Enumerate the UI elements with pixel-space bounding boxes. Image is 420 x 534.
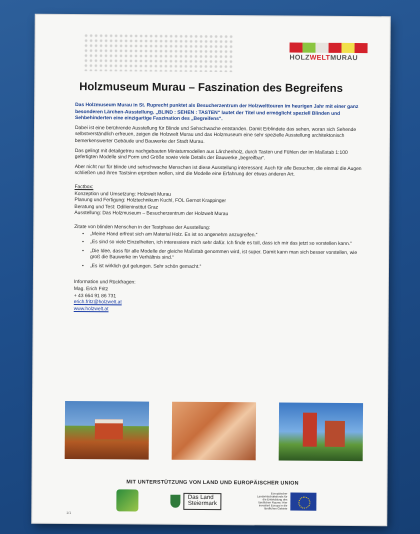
body-paragraph: Aber nicht nur für blinde und sehschwache Menschen ist diese Ausstellung interessant: Auch für alle Besucher, die einmal die Augen schließen und ihren Tastsinn erproben wollen, sind die Modelle eine Erfahrung der etwas anderen Art. xyxy=(74,164,362,178)
sponsor-logos xyxy=(116,489,316,512)
panther-crest-icon xyxy=(171,494,181,507)
contact-name: Mag. Erich Fritz xyxy=(73,287,109,293)
eu-flag-icon xyxy=(290,493,316,511)
factbox xyxy=(74,185,366,220)
braille-embossing xyxy=(83,33,233,72)
logo-color-bar xyxy=(290,43,368,54)
contact-email-link[interactable]: erich.fritz@holzwelt.at xyxy=(73,300,122,306)
contact-phone: + 43 664 91 86 731 xyxy=(73,293,117,299)
body-paragraph: Dabei ist eine berührende Ausstellung für Blinde und Sehschwache entstanden. Damit Erblindete das sehen, woran sich Sehende selbstverständlich erfreuen, zeigen die Holzwelt Murau und das Holzmuseum eine sehr spezielle Ausstellung architektonisch bemerkenswerter Gebäude und Bauwerke der Stadt Murau. xyxy=(74,125,357,145)
logo-bar-segment xyxy=(303,43,316,53)
eu-funding-block xyxy=(253,492,316,511)
quote-item: • „Es ist wirklich gut gelungen. Sehr schön gemacht.“ xyxy=(82,264,366,273)
quote-item: • „Die Idee, dass für alle Modelle der gleiche Maßstab genommen wird, ist super. Damit kann man sich besser vorstellen, wie groß die Bauwerke im Verhältnis sind.“ xyxy=(82,249,366,264)
quote-item: • „Meine Hand erfreut sich am Material Holz. Es ist so angenehm anzugreifen.“ xyxy=(82,232,366,241)
model-tower-shape xyxy=(303,413,317,447)
steiermark-wordmark xyxy=(184,492,221,509)
body-paragraph: Das gelingt mit detailgetreu nachgebauten Miniaturmodellen aus Lärchenholz, durch Tasten und Fühlen der im Maßstab 1:100 gefertigten Modelle sind Form und Größe sowie viele Details der Bauwerke „begreifbar“. xyxy=(74,148,348,162)
quote-item: • „Es sind so viele Einzelheiten, ich interessiere mich sehr dafür. Ich finde es toll, dass ich mir das jetzt so vorstellen kann.“ xyxy=(82,240,366,249)
logo-bar-segment xyxy=(342,43,355,53)
contact-block xyxy=(74,281,366,316)
page-number: 1/1 xyxy=(66,510,72,516)
steiermark-line-2: Steiermark xyxy=(187,500,217,508)
photo-row xyxy=(65,401,363,461)
logo-bar-segment xyxy=(355,43,368,53)
document-body xyxy=(74,103,367,315)
steiermark-logo xyxy=(171,492,221,509)
quote-list xyxy=(82,232,366,273)
factbox-line: Beratung und Test: Odilieninstitut Graz xyxy=(74,204,159,211)
model-house-shape xyxy=(95,419,123,439)
logo-wordmark: HOLZWELTMURAU xyxy=(289,54,358,63)
logo-bar-segment xyxy=(316,43,329,53)
logo-bar-segment xyxy=(290,43,303,53)
eu-funding-text: Europäischer Landwirtschaftsfonds für die Entwicklung des ländlichen Raums: Hier investiert Europa in die ländlichen Gebiete xyxy=(257,491,288,511)
factbox-heading: Factbox: xyxy=(74,184,94,191)
document-sheet xyxy=(32,15,390,525)
page-title: Holzmuseum Murau – Faszination des Begreifens xyxy=(79,81,343,95)
holzwelt-murau-logo xyxy=(289,43,367,63)
wooden-model-photo xyxy=(65,401,149,460)
website-link[interactable]: www.holzwelt.at xyxy=(73,306,109,313)
factbox-line: Konzeption und Umsetzung: Holzwelt Murau xyxy=(74,191,172,198)
leader-logo xyxy=(116,489,138,511)
contact-heading: Information und Rückfragen: xyxy=(73,280,136,286)
factbox-line: Planung und Fertigung: Holztechnikum Kuchl, FOL Gernot Krappinger xyxy=(74,198,227,205)
hands-touching-model-photo xyxy=(172,402,256,461)
quotes-intro: Zitate von blinden Menschen in der Testphase der Ausstellung: xyxy=(74,224,211,231)
church-model-photo xyxy=(279,402,363,461)
logo-bar-segment xyxy=(329,43,342,53)
factbox-line: Ausstellung: Das Holzmuseum – Besucherzentrum der Holzwelt Murau xyxy=(74,211,229,218)
lead-paragraph: Das Holzmuseum Murau in St. Ruprecht punktet als Besucherzentrum der Holzwelttouren im heurigen Jahr mit einer ganz besonderen Lärchen-Ausstellung. „BLIND : SEHEN : TASTEN“ lautet der Titel und ermöglicht speziell Blinden und Sehbehinderten eine einzigartige Faszination des „Begreifens“. xyxy=(75,103,359,123)
funding-notice: MIT UNTERSTÜTZUNG VON LAND UND EUROPÄISCHER UNION xyxy=(126,479,299,487)
steiermark-line-1: Das Land xyxy=(187,494,214,501)
model-building-shape xyxy=(325,421,345,447)
